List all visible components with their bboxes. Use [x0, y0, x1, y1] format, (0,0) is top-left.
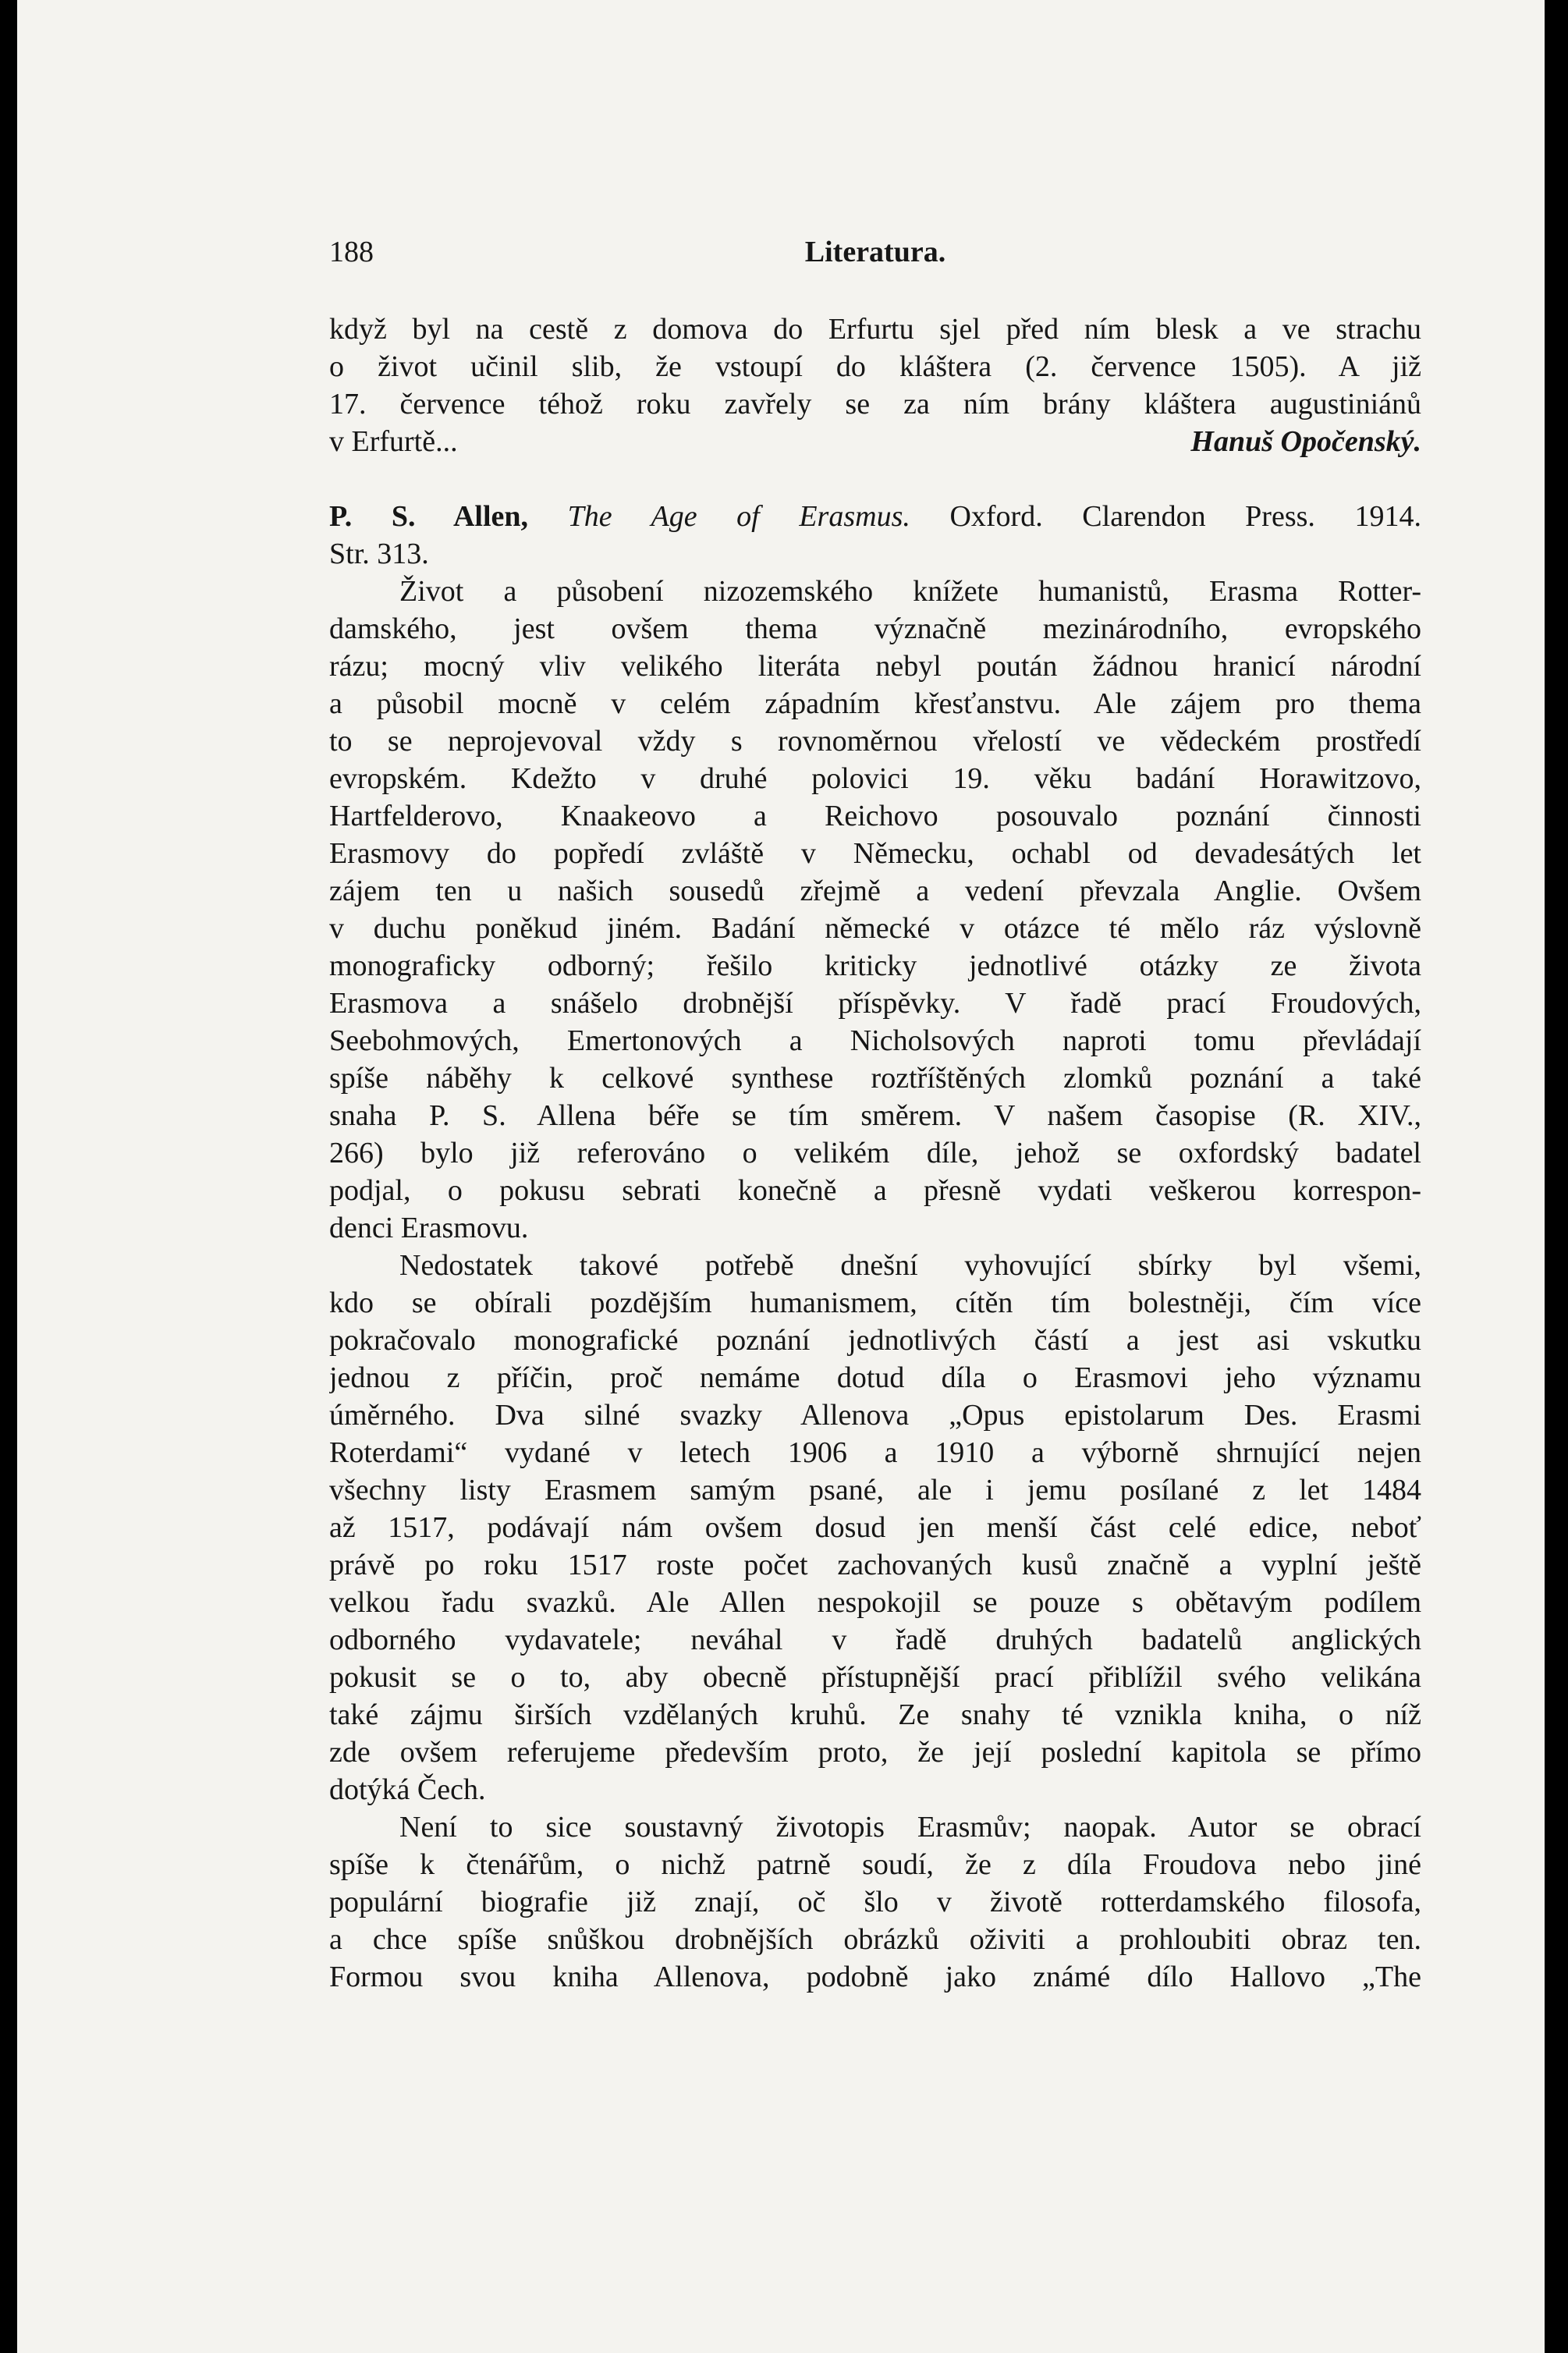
text-line: to se neprojevoval vždy s rovnoměrnou vřelostí ve vědeckém prostředí [329, 725, 1421, 758]
text-line: právě po roku 1517 roste počet zachovaných kusů značně a vyplní ještě [329, 1549, 1421, 1581]
text-line: podjal, o pokusu sebrati konečně a přesně vydati veškerou korrespon- [329, 1174, 1421, 1207]
text-line: spíše náběhy k celkové synthese roztříštěných zlomků poznání a také [329, 1062, 1421, 1095]
text-line: monograficky odborný; řešilo kriticky jednotlivé otázky ze života [329, 949, 1421, 982]
author-signature: Hanuš Opočenský. [1190, 425, 1421, 458]
text-line: Erasmova a snášelo drobnější příspěvky. V řadě prací Froudových, [329, 987, 1421, 1020]
text-line: populární biografie již znají, oč šlo v životě rotterdamského filosofa, [329, 1886, 1421, 1918]
section-title: Literatura. [804, 236, 946, 268]
page-number: 188 [329, 236, 374, 268]
text-line: jednou z příčin, proč nemáme dotud díla o Erasmovi jeho významu [329, 1361, 1421, 1394]
book-page [17, 0, 1545, 2353]
text-line: až 1517, podávají nám ovšem dosud jen menší část celé edice, neboť [329, 1511, 1421, 1544]
text-line: kdo se obírali pozdějším humanismem, cítěn tím bolestněji, čím více [329, 1287, 1421, 1319]
paragraph [329, 1808, 1421, 1996]
text-line: denci Erasmovu. [329, 1212, 529, 1244]
review-heading [329, 498, 1421, 535]
text-line: Hartfelderovo, Knaakeovo a Reichovo posouvalo poznání činnosti [329, 800, 1421, 832]
text-line-end: v Erfurtě... [329, 425, 458, 458]
text-line: Erasmovy do popředí zvláště v Německu, ochabl od devadesátých let [329, 837, 1421, 870]
text-line: o život učinil slib, že vstoupí do kláštera (2. července 1505). A již [329, 350, 1421, 383]
body-text [329, 311, 1421, 1996]
text-line: v duchu poněkud jiném. Badání německé v otázce té mělo ráz výslovně [329, 912, 1421, 945]
text-line: evropském. Kdežto v druhé polovici 19. věku badání Horawitzovo, [329, 762, 1421, 795]
running-header [329, 232, 1421, 272]
text-line: také zájmu širších vzdělaných kruhů. Ze snahy té vznikla kniha, o níž [329, 1698, 1421, 1731]
text-line: dotýká Čech. [329, 1773, 486, 1806]
text-line: pokusit se o to, aby obecně přístupnější prací přiblížil svého velikána [329, 1661, 1421, 1694]
text-line: když byl na cestě z domova do Erfurtu sjel před ním blesk a ve strachu [329, 313, 1421, 346]
text-line: velkou řadu svazků. Ale Allen nespokojil se pouze s obětavým podílem [329, 1586, 1421, 1619]
signature-line [329, 423, 1421, 460]
text-line: a chce spíše snůškou drobnějších obrázků oživiti a prohloubiti obraz ten. [329, 1923, 1421, 1956]
text-line: Nedostatek takové potřebě dnešní vyhovující sbírky byl všemi, [399, 1249, 1421, 1282]
text-line: úměrného. Dva silné svazky Allenova „Opus epistolarum Des. Erasmi [329, 1399, 1421, 1432]
paragraph [329, 1247, 1421, 1808]
section-gap [329, 460, 1421, 498]
text-line: Není to sice soustavný životopis Erasmův; naopak. Autor se obrací [399, 1811, 1421, 1844]
text-line: spíše k čtenářům, o nichž patrně soudí, že z díla Froudova nebo jiné [329, 1848, 1421, 1881]
paragraph [329, 573, 1421, 1247]
text-line: damského, jest ovšem thema význačně mezinárodního, evropského [329, 612, 1421, 645]
text-line: snaha P. S. Allena béře se tím směrem. V našem časopise (R. XIV., [329, 1099, 1421, 1132]
text-line: všechny listy Erasmem samým psané, ale i jemu posílané z let 1484 [329, 1474, 1421, 1507]
text-line: Život a působení nizozemského knížete humanistů, Erasma Rotter- [399, 575, 1421, 608]
text-line: zde ovšem referujeme především proto, že její poslední kapitola se přímo [329, 1736, 1421, 1769]
text-line: pokračovalo monografické poznání jednotlivých částí a jest asi vskutku [329, 1324, 1421, 1357]
text-line: Formou svou kniha Allenova, podobně jako známé dílo Hallovo „The [329, 1961, 1421, 1993]
text-line: odborného vydavatele; neváhal v řadě druhých badatelů anglických [329, 1624, 1421, 1656]
text-line: 17. července téhož roku zavřely se za ním brány kláštera augustiniánů [329, 388, 1421, 421]
intro-paragraph [329, 311, 1421, 460]
text-line: Seebohmových, Emertonových a Nicholsových naproti tomu převládají [329, 1024, 1421, 1057]
review-publication: Oxford. Clarendon Press. 1914. [949, 500, 1421, 533]
review-pages: Str. 313. [329, 538, 429, 570]
text-line: Roterdami“ vydané v letech 1906 a 1910 a výborně shrnující nejen [329, 1436, 1421, 1469]
review-author: P. S. Allen, [329, 500, 529, 533]
text-line: rázu; mocný vliv velikého literáta nebyl poután žádnou hranicí národní [329, 650, 1421, 683]
text-line: zájem ten u našich sousedů zřejmě a vedení převzala Anglie. Ovšem [329, 875, 1421, 907]
text-line: a působil mocně v celém západním křesťanstvu. Ale zájem pro thema [329, 687, 1421, 720]
text-line: 266) bylo již referováno o velikém díle, jehož se oxfordský badatel [329, 1137, 1421, 1169]
review-book-title: The Age of Erasmus. [567, 500, 910, 533]
